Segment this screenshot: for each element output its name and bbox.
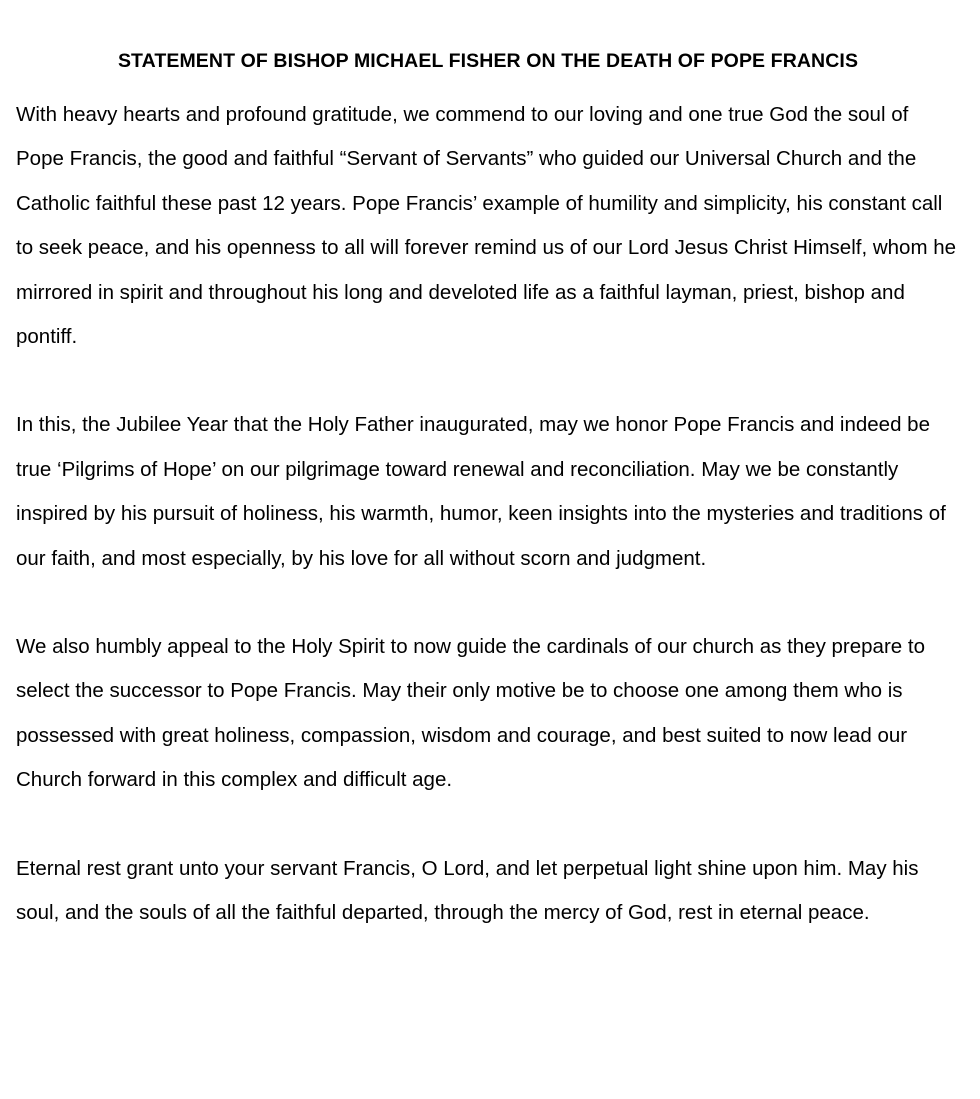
statement-title: STATEMENT OF BISHOP MICHAEL FISHER ON THE DEATH OF POPE FRANCIS bbox=[117, 50, 859, 72]
paragraph-gratitude: With heavy hearts and profound gratitude, we commend to our loving and one true God the soul of Pope Francis, the good and faithful “Servant of Servants” who guided our Universal Church and the Catholic faithful these past 12 years. Pope Francis’ example of humility and simplicity, his constant call to seek peace, and his openness to all will forever remind us of our Lord Jesus Christ Himself, whom he mirrored in spirit and throughout his long and develoted life as a faithful layman, priest, bishop and pontiff. bbox=[16, 103, 957, 349]
paragraph-holy-spirit: We also humbly appeal to the Holy Spirit to now guide the cardinals of our church as they prepare to select the successor to Pope Francis. May their only motive be to choose one among them who is possessed with great holiness, compassion, wisdom and courage, and best suited to now lead our Church forward in this complex and difficult age. bbox=[16, 635, 925, 792]
paragraph-jubilee: In this, the Jubilee Year that the Holy Father inaugurated, may we honor Pope Francis and indeed be true ‘Pilgrims of Hope’ on our pilgrimage toward renewal and reconciliation. May we be constantly inspired by his pursuit of holiness, his warmth, humor, keen insights into the mysteries and traditions of our faith, and most especially, by his love for all without scorn and judgment. bbox=[16, 413, 946, 570]
paragraph-eternal-rest: Eternal rest grant unto your servant Francis, O Lord, and let perpetual light shine upon him. May his soul, and the souls of all the faithful departed, through the mercy of God, rest in eternal peace. bbox=[16, 856, 919, 925]
